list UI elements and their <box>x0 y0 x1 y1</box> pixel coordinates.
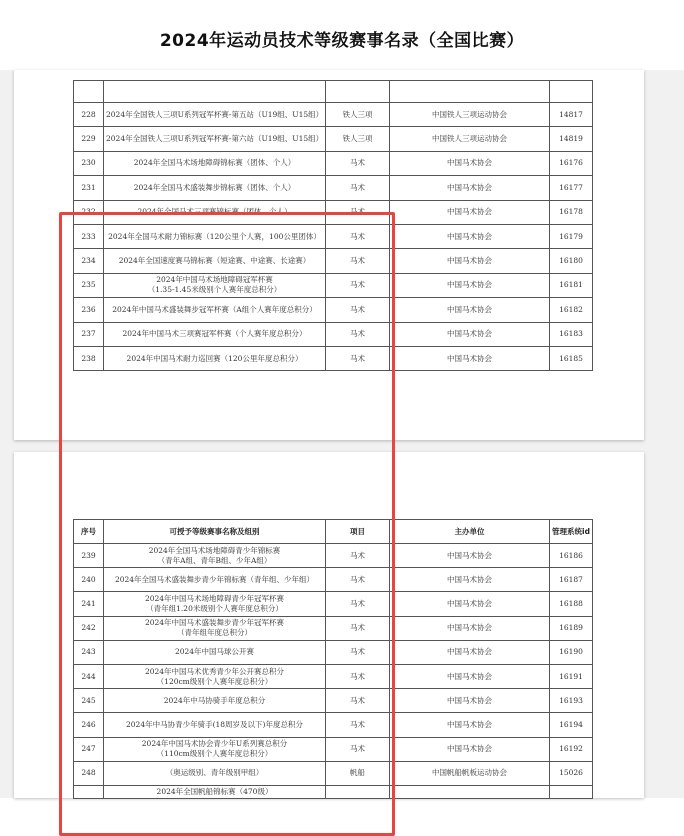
row-number: 245 <box>74 689 104 713</box>
sport-name: 马术 <box>326 273 390 297</box>
row-number: 233 <box>74 224 104 248</box>
table-row <box>74 224 593 248</box>
header-no: 序号 <box>74 520 104 544</box>
event-name: 2024年全国帆船锦标赛（470级） <box>104 785 326 798</box>
document-viewer[interactable] <box>0 70 684 798</box>
table-row <box>74 151 593 175</box>
organizer-name: 中国马术协会 <box>390 664 550 688</box>
table-row <box>74 298 593 322</box>
sport-name: 马术 <box>326 616 390 640</box>
event-name: 2024年中国马术三项赛冠军杯赛（个人赛年度总积分） <box>104 322 326 346</box>
event-name: 2024年中国马术协会青少年U系列赛总积分 （110cm级别个人赛年度总积分） <box>104 737 326 761</box>
table-row <box>74 322 593 346</box>
system-id: 16179 <box>550 224 593 248</box>
sport-name: 铁人三项 <box>326 127 390 151</box>
row-number: 229 <box>74 127 104 151</box>
row-number: 232 <box>74 200 104 224</box>
organizer-name: 中国马术协会 <box>390 544 550 568</box>
row-number: 243 <box>74 640 104 664</box>
system-id: 14817 <box>550 103 593 127</box>
document-title: 2024年运动员技术等级赛事名录（全国比赛） <box>159 31 525 51</box>
system-id: 16187 <box>550 568 593 592</box>
row-number: 235 <box>74 273 104 297</box>
row-number <box>74 785 104 798</box>
row-number <box>74 81 104 103</box>
system-id: 16189 <box>550 616 593 640</box>
organizer-name <box>390 785 550 798</box>
event-name: 2024年中国马球公开赛 <box>104 640 326 664</box>
organizer-name: 中国马术协会 <box>390 151 550 175</box>
row-number: 240 <box>74 568 104 592</box>
table-row <box>74 761 593 785</box>
header-event-name: 可授予等级赛事名称及组别 <box>104 520 326 544</box>
event-name: 2024年中马协骑手年度总积分 <box>104 689 326 713</box>
system-id <box>550 81 593 103</box>
table-row <box>74 785 593 798</box>
sport-name: 马术 <box>326 151 390 175</box>
header-sport: 项目 <box>326 520 390 544</box>
table-row <box>74 592 593 616</box>
event-table-page-2 <box>73 519 593 799</box>
sport-name: 马术 <box>326 322 390 346</box>
table-row <box>74 689 593 713</box>
organizer-name: 中国马术协会 <box>390 249 550 273</box>
table-row <box>74 713 593 737</box>
table-row <box>74 176 593 200</box>
system-id: 16177 <box>550 176 593 200</box>
table-row <box>74 346 593 370</box>
header-system-id: 管理系统id <box>550 520 593 544</box>
row-number: 248 <box>74 761 104 785</box>
sport-name: 马术 <box>326 664 390 688</box>
event-name: 2024年中国马术盛装舞步冠军杯赛（A组个人赛年度总积分） <box>104 298 326 322</box>
organizer-name: 中国马术协会 <box>390 592 550 616</box>
event-name: 2024年全国马术三项赛锦标赛（团体、个人） <box>104 200 326 224</box>
sport-name: 马术 <box>326 544 390 568</box>
organizer-name: 中国铁人三项运动协会 <box>390 127 550 151</box>
system-id: 16181 <box>550 273 593 297</box>
event-name: 2024年中国马术场地障碍青少年冠军杯赛 （青年组1.20米级别个人赛年度总积分） <box>104 592 326 616</box>
organizer-name: 中国马术协会 <box>390 737 550 761</box>
system-id: 16194 <box>550 713 593 737</box>
sport-name: 马术 <box>326 346 390 370</box>
organizer-name: 中国马术协会 <box>390 273 550 297</box>
row-number: 246 <box>74 713 104 737</box>
table-row <box>74 200 593 224</box>
sport-name: 马术 <box>326 298 390 322</box>
header-organizer: 主办单位 <box>390 520 550 544</box>
organizer-name: 中国铁人三项运动协会 <box>390 103 550 127</box>
event-name: 2024年全国铁人三项U系列冠军杯赛-第六站（U19组、U15组） <box>104 127 326 151</box>
table-row <box>74 81 593 103</box>
system-id: 16190 <box>550 640 593 664</box>
table-row <box>74 273 593 297</box>
table-row <box>74 103 593 127</box>
system-id: 16183 <box>550 322 593 346</box>
event-name: 2024年中国马术盛装舞步青少年冠军杯赛 （青年组年度总积分） <box>104 616 326 640</box>
organizer-name: 中国马术协会 <box>390 224 550 248</box>
event-name: 2024年全国马术盛装舞步青少年锦标赛（青年组、少年组） <box>104 568 326 592</box>
organizer-name: 中国马术协会 <box>390 322 550 346</box>
organizer-name: 中国马术协会 <box>390 298 550 322</box>
organizer-name: 中国马术协会 <box>390 176 550 200</box>
table-row <box>74 616 593 640</box>
row-number: 236 <box>74 298 104 322</box>
system-id: 16188 <box>550 592 593 616</box>
organizer-name: 中国马术协会 <box>390 713 550 737</box>
sport-name: 马术 <box>326 689 390 713</box>
sport-name: 帆船 <box>326 761 390 785</box>
table-row <box>74 737 593 761</box>
table-row <box>74 568 593 592</box>
table-row <box>74 249 593 273</box>
row-number: 238 <box>74 346 104 370</box>
system-id: 14819 <box>550 127 593 151</box>
system-id <box>550 785 593 798</box>
row-number: 231 <box>74 176 104 200</box>
event-name: 2024年中国马术耐力巡回赛（120公里年度总积分） <box>104 346 326 370</box>
system-id: 16193 <box>550 689 593 713</box>
sport-name: 马术 <box>326 176 390 200</box>
row-number: 237 <box>74 322 104 346</box>
row-number: 247 <box>74 737 104 761</box>
organizer-name: 中国马术协会 <box>390 689 550 713</box>
event-name: 2024年中国马术场地障碍冠军杯赛 （1.35-1.45米级别个人赛年度总积分） <box>104 273 326 297</box>
sport-name: 马术 <box>326 224 390 248</box>
organizer-name: 中国马术协会 <box>390 346 550 370</box>
organizer-name: 中国帆船帆板运动协会 <box>390 761 550 785</box>
row-number: 234 <box>74 249 104 273</box>
event-name: 2024年全国马术耐力锦标赛（120公里个人赛，100公里团体） <box>104 224 326 248</box>
row-number: 228 <box>74 103 104 127</box>
system-id: 16191 <box>550 664 593 688</box>
row-number: 230 <box>74 151 104 175</box>
organizer-name: 中国马术协会 <box>390 640 550 664</box>
row-number: 244 <box>74 664 104 688</box>
event-name: （奥运级别、青年级别甲组） <box>104 761 326 785</box>
system-id: 16176 <box>550 151 593 175</box>
system-id: 16178 <box>550 200 593 224</box>
table-row <box>74 640 593 664</box>
event-name: 2024年全国马术场地障碍锦标赛（团体、个人） <box>104 151 326 175</box>
event-name: 2024年全国铁人三项U系列冠军杯赛-第五站（U19组、U15组） <box>104 103 326 127</box>
system-id: 15026 <box>550 761 593 785</box>
system-id: 16180 <box>550 249 593 273</box>
table-row <box>74 127 593 151</box>
system-id: 16185 <box>550 346 593 370</box>
table-row <box>74 544 593 568</box>
pdf-page-2 <box>14 452 644 798</box>
system-id: 16192 <box>550 737 593 761</box>
organizer-name: 中国马术协会 <box>390 200 550 224</box>
event-table-page-1 <box>73 80 593 371</box>
event-name: 2024年全国速度赛马锦标赛（短途赛、中途赛、长途赛） <box>104 249 326 273</box>
event-name: 2024年中国马术优秀青少年公开赛总积分 （120cm级别个人赛年度总积分） <box>104 664 326 688</box>
event-name: 2024年全国马术场地障碍青少年锦标赛 （青年A组、青年B组、少年A组） <box>104 544 326 568</box>
sport-name: 铁人三项 <box>326 103 390 127</box>
sport-name: 马术 <box>326 568 390 592</box>
sport-name: 马术 <box>326 713 390 737</box>
system-id: 16182 <box>550 298 593 322</box>
row-number: 239 <box>74 544 104 568</box>
sport-name: 马术 <box>326 249 390 273</box>
sport-name: 马术 <box>326 200 390 224</box>
sport-name: 马术 <box>326 737 390 761</box>
sport-name: 马术 <box>326 640 390 664</box>
event-name <box>104 81 326 103</box>
row-number: 242 <box>74 616 104 640</box>
system-id: 16186 <box>550 544 593 568</box>
sport-name <box>326 81 390 103</box>
organizer-name <box>390 81 550 103</box>
table-header-row <box>74 520 593 544</box>
organizer-name: 中国马术协会 <box>390 568 550 592</box>
row-number: 241 <box>74 592 104 616</box>
event-name: 2024年全国马术盛装舞步锦标赛（团体、个人） <box>104 176 326 200</box>
sport-name <box>326 785 390 798</box>
organizer-name: 中国马术协会 <box>390 616 550 640</box>
event-name: 2024年中马协青少年骑手(18周岁及以下)年度总积分 <box>104 713 326 737</box>
table-row <box>74 664 593 688</box>
pdf-page-1 <box>14 70 644 440</box>
sport-name: 马术 <box>326 592 390 616</box>
